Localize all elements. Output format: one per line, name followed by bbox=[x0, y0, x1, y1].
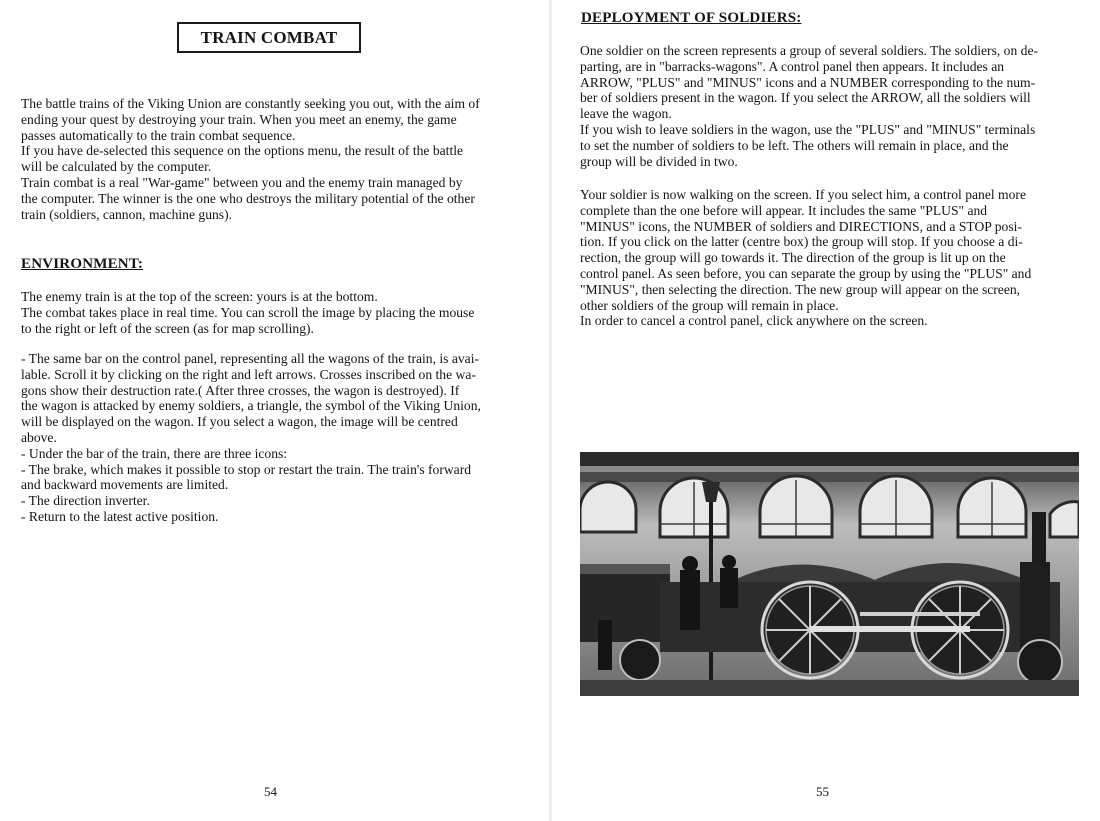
text-line: and backward movements are limited. bbox=[21, 477, 229, 493]
text-line: The enemy train is at the top of the screen: yours is at the bottom. bbox=[21, 289, 378, 304]
intro-paragraph bbox=[21, 96, 518, 222]
text-line: ARROW, "PLUS" and "MINUS" icons and a NUMBER corresponding to the num- bbox=[580, 74, 1036, 90]
text-line: Train combat is a real "War-game" between you and the enemy train managed by bbox=[21, 174, 463, 190]
page-number-right: 55 bbox=[816, 784, 829, 799]
text-line: group will be divided in two. bbox=[580, 153, 738, 169]
text-line: passes automatically to the train combat sequence. bbox=[21, 127, 296, 143]
text-line: train (soldiers, cannon, machine guns). bbox=[21, 206, 233, 222]
text-line: The combat takes place in real time. You can scroll the image by placing the mouse bbox=[21, 304, 475, 320]
environment-paragraph bbox=[21, 289, 518, 336]
text-line: tion. If you click on the latter (centre box) the group will stop. If you choose a di- bbox=[580, 234, 1023, 250]
text-line: If you have de-selected this sequence on the options menu, the result of the battle bbox=[21, 143, 464, 159]
text-line: ber of soldiers present in the wagon. If you select the ARROW, all the soldiers will bbox=[580, 90, 1031, 106]
text-line: parting, are in "barracks-wagons". A control panel then appears. It includes an bbox=[580, 58, 1005, 74]
deployment-heading: DEPLOYMENT OF SOLDIERS: bbox=[581, 10, 802, 26]
text-line: One soldier on the screen represents a group of several soldiers. The soldiers, on de- bbox=[580, 43, 1039, 58]
text-line: - The direction inverter. bbox=[21, 493, 150, 509]
text-line: - Return to the latest active position. bbox=[21, 508, 219, 524]
controls-paragraph bbox=[21, 351, 518, 525]
text-line: above. bbox=[21, 429, 57, 445]
text-line: If you wish to leave soldiers in the wagon, use the "PLUS" and "MINUS" terminals bbox=[580, 121, 1036, 137]
page-title: TRAIN COMBAT bbox=[177, 22, 361, 53]
text-line: lable. Scroll it by clicking on the right and left arrows. Crosses inscribed on the wa- bbox=[21, 366, 476, 382]
text-line: Your soldier is now walking on the screen. If you select him, a control panel more bbox=[580, 187, 1026, 202]
text-line: to set the number of soldiers to be left. The others will remain in place, and the bbox=[580, 137, 1009, 153]
text-line: control panel. As seen before, you can separate the group by using the "PLUS" and bbox=[580, 265, 1032, 281]
text-line: "MINUS" icons, the NUMBER of soldiers and DIRECTIONS, and a STOP posi- bbox=[580, 218, 1022, 234]
text-line: The battle trains of the Viking Union are constantly seeking you out, with the aim of bbox=[21, 96, 480, 111]
text-line: "MINUS", then selecting the direction. The new group will appear on the screen, bbox=[580, 281, 1021, 297]
text-line: the computer. The winner is the one who destroys the military potential of the other bbox=[21, 190, 475, 206]
text-line: - The brake, which makes it possible to stop or restart the train. The train's forward bbox=[21, 461, 472, 477]
text-line: to the right or left of the screen (as for map scrolling). bbox=[21, 320, 314, 336]
text-line: rection, the group will go towards it. The direction of the group is lit up on the bbox=[580, 250, 1006, 266]
text-line: leave the wagon. bbox=[580, 106, 672, 122]
walking-paragraph bbox=[580, 187, 1078, 329]
text-line: other soldiers of the group will remain in place. bbox=[580, 297, 839, 313]
deployment-paragraph bbox=[580, 43, 1078, 169]
text-line: the wagon is attacked by enemy soldiers, a triangle, the symbol of the Viking Union, bbox=[21, 398, 481, 414]
text-line: gons show their destruction rate.( After three crosses, the wagon is destroyed). If bbox=[21, 382, 460, 398]
text-line: complete than the one before will appear. It includes the same "PLUS" and bbox=[580, 202, 988, 218]
steam-locomotive-photo bbox=[580, 452, 1079, 696]
text-line: ending your quest by destroying your train. When you meet an enemy, the game bbox=[21, 111, 457, 127]
text-line: - The same bar on the control panel, representing all the wagons of the train, is avai- bbox=[21, 351, 480, 366]
page-number-left: 54 bbox=[264, 784, 277, 799]
text-line: will be displayed on the wagon. If you select a wagon, the image will be centred bbox=[21, 414, 458, 430]
environment-heading: ENVIRONMENT: bbox=[21, 256, 144, 272]
text-line: - Under the bar of the train, there are three icons: bbox=[21, 445, 288, 461]
text-line: will be calculated by the computer. bbox=[21, 159, 212, 175]
text-line: In order to cancel a control panel, click anywhere on the screen. bbox=[580, 313, 928, 329]
